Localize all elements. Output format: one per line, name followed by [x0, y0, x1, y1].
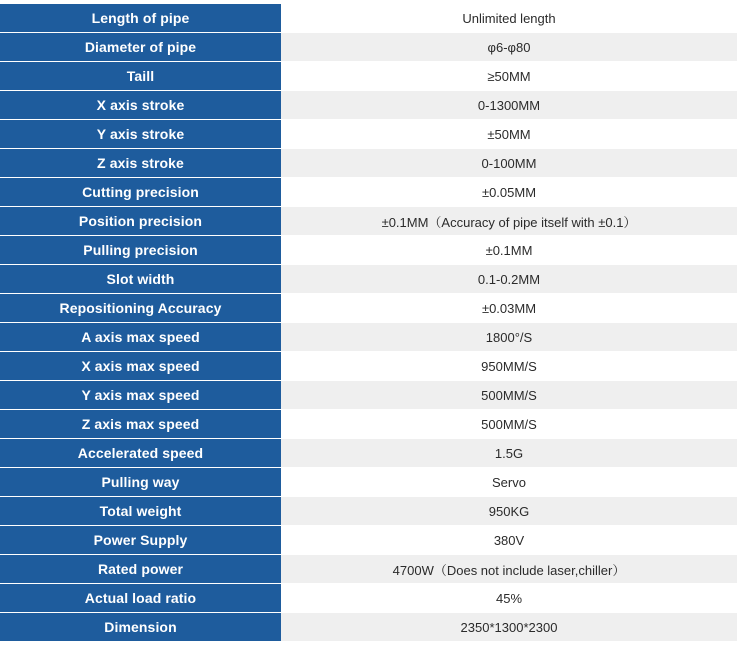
spec-value: 45%: [281, 584, 737, 613]
spec-row-a-axis-max-speed: [0, 323, 737, 352]
spec-label: A axis max speed: [0, 323, 281, 352]
spec-row-rated-power: [0, 555, 737, 584]
spec-label: Total weight: [0, 497, 281, 526]
spec-row-dimension: [0, 613, 737, 642]
spec-row-repositioning-accuracy: [0, 294, 737, 323]
spec-label: Power Supply: [0, 526, 281, 555]
spec-label: Rated power: [0, 555, 281, 584]
spec-row-total-weight: [0, 497, 737, 526]
spec-row-y-axis-stroke: [0, 120, 737, 149]
spec-value: ±0.1MM: [281, 236, 737, 265]
spec-label: X axis stroke: [0, 91, 281, 120]
spec-value: 1.5G: [281, 439, 737, 468]
spec-label: Taill: [0, 62, 281, 91]
spec-row-slot-width: [0, 265, 737, 294]
spec-label: Pulling way: [0, 468, 281, 497]
spec-value: ±0.03MM: [281, 294, 737, 323]
spec-value: φ6-φ80: [281, 33, 737, 62]
spec-value: Unlimited length: [281, 4, 737, 33]
spec-row-cutting-precision: [0, 178, 737, 207]
spec-row-x-axis-stroke: [0, 91, 737, 120]
spec-value: 4700W（Does not include laser,chiller）: [281, 555, 737, 584]
spec-label: Y axis stroke: [0, 120, 281, 149]
spec-value: Servo: [281, 468, 737, 497]
spec-label: X axis max speed: [0, 352, 281, 381]
spec-label: Actual load ratio: [0, 584, 281, 613]
spec-label: Length of pipe: [0, 4, 281, 33]
spec-row-taill: [0, 62, 737, 91]
spec-row-z-axis-max-speed: [0, 410, 737, 439]
spec-value: 2350*1300*2300: [281, 613, 737, 642]
spec-label: Dimension: [0, 613, 281, 642]
spec-value: ≥50MM: [281, 62, 737, 91]
spec-value: ±0.1MM（Accuracy of pipe itself with ±0.1）: [281, 207, 737, 236]
spec-value: 380V: [281, 526, 737, 555]
spec-label: Cutting precision: [0, 178, 281, 207]
spec-row-accelerated-speed: [0, 439, 737, 468]
spec-row-pulling-precision: [0, 236, 737, 265]
spec-row-actual-load-ratio: [0, 584, 737, 613]
spec-row-diameter-of-pipe: [0, 33, 737, 62]
spec-value: 950KG: [281, 497, 737, 526]
spec-value: 0-100MM: [281, 149, 737, 178]
spec-label: Slot width: [0, 265, 281, 294]
spec-row-power-supply: [0, 526, 737, 555]
spec-label: Z axis stroke: [0, 149, 281, 178]
spec-label: Position precision: [0, 207, 281, 236]
spec-label: Diameter of pipe: [0, 33, 281, 62]
spec-row-x-axis-max-speed: [0, 352, 737, 381]
spec-label: Y axis max speed: [0, 381, 281, 410]
spec-row-pulling-way: [0, 468, 737, 497]
spec-value: 500MM/S: [281, 381, 737, 410]
spec-value: 1800°/S: [281, 323, 737, 352]
spec-label: Repositioning Accuracy: [0, 294, 281, 323]
spec-value: ±50MM: [281, 120, 737, 149]
spec-label: Pulling precision: [0, 236, 281, 265]
spec-row-z-axis-stroke: [0, 149, 737, 178]
spec-value: ±0.05MM: [281, 178, 737, 207]
spec-label: Accelerated speed: [0, 439, 281, 468]
spec-row-y-axis-max-speed: [0, 381, 737, 410]
spec-value: 500MM/S: [281, 410, 737, 439]
spec-value: 0-1300MM: [281, 91, 737, 120]
spec-table: [0, 4, 737, 645]
spec-value: 950MM/S: [281, 352, 737, 381]
spec-label: Z axis max speed: [0, 410, 281, 439]
spec-row-position-precision: [0, 207, 737, 236]
spec-row-length-of-pipe: [0, 4, 737, 33]
spec-value: 0.1-0.2MM: [281, 265, 737, 294]
